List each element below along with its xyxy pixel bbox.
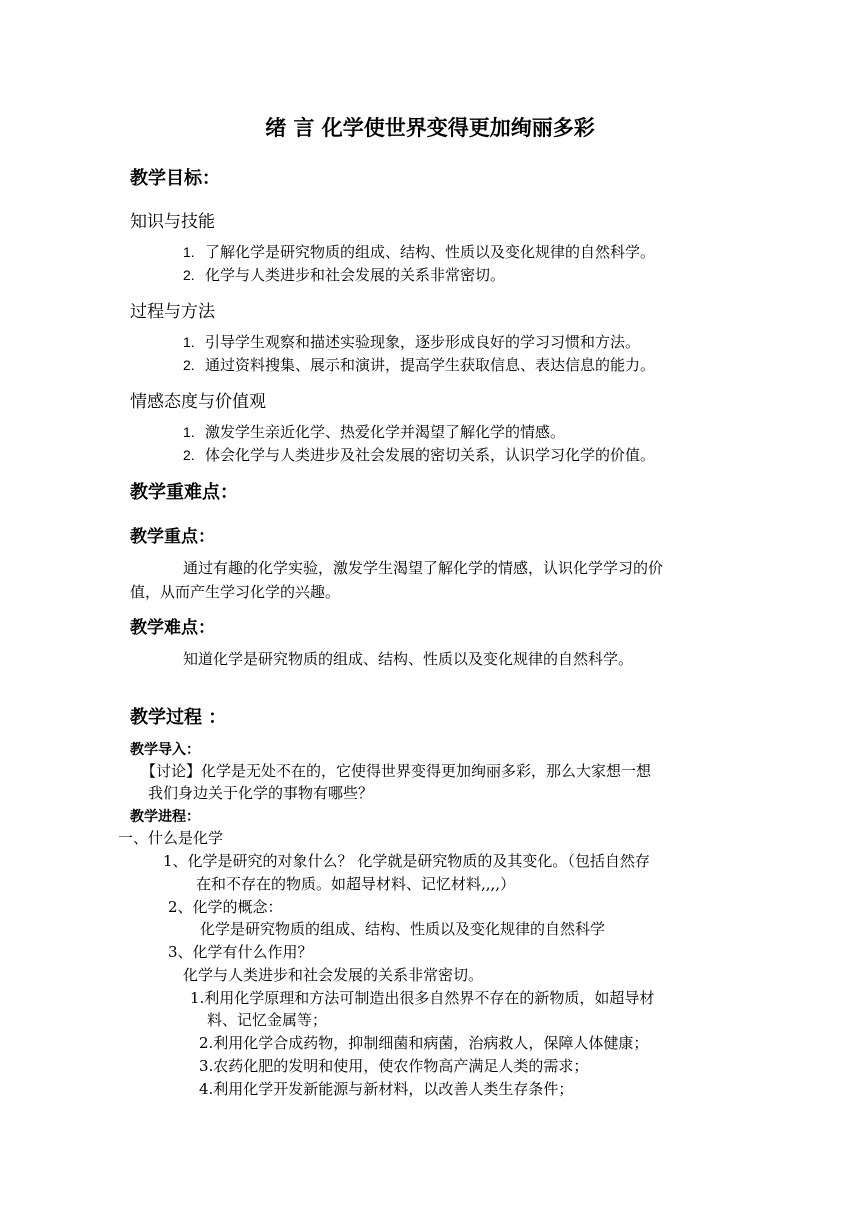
list-number: 1. [183,334,195,350]
list-text: 通过资料搜集、展示和演讲，提高学生获取信息、表达信息的能力。 [205,356,656,374]
q3-heading: 3、化学有什么作用？ [168,943,313,961]
focus-heading: 教学重点： [130,527,215,547]
process-heading: 教学过程 ： [130,707,227,728]
list-text: 体会化学与人类进步及社会发展的密切关系，认识学习化学的价值。 [205,446,656,464]
list-text: 引导学生观察和描述实验现象，逐步形成良好的学习习惯和方法。 [205,333,641,351]
use-item-2: 2.利用化学合成药物，抑制细菌和病菌，治病救人，保障人体健康； [199,1034,649,1052]
q2-heading: 2、化学的概念： [168,898,283,916]
process-methods-heading: 过程与方法 [130,302,215,322]
list-number: 2. [183,357,195,373]
list-item [183,444,655,465]
list-text: 了解化学是研究物质的组成、结构、性质以及变化规律的自然科学。 [205,243,656,261]
knowledge-skills-heading: 知识与技能 [130,212,215,232]
list-item [183,331,640,352]
list-item [183,264,505,285]
difficulty-text: 知道化学是研究物质的组成、结构、性质以及变化规律的自然科学。 [183,650,634,668]
list-item [183,354,655,375]
list-item [183,241,655,262]
difficulty-heading: 教学难点： [130,618,215,638]
list-number: 1. [183,424,195,440]
use-item-1-line2: 料、记忆金属等； [207,1011,328,1029]
use-item-3: 3.农药化肥的发明和使用，使农作物高产满足人类的需求； [199,1057,589,1075]
list-number: 2. [183,267,195,283]
q3-text: 化学与人类进步和社会发展的关系非常密切。 [183,966,484,984]
q1-line2: 在和不存在的物质。如超导材料、记忆材料,,,,） [196,875,516,893]
key-points-heading: 教学重难点： [130,482,238,503]
page-title: 绪 言 化学使世界变得更加绚丽多彩 [265,116,595,140]
list-number: 1. [183,244,195,260]
list-item [183,421,565,442]
list-text: 激发学生亲近化学、热爱化学并渴望了解化学的情感。 [205,423,566,441]
progress-heading: 教学进程： [130,809,200,825]
q1-line1: 1、化学是研究的对象什么？ 化学就是研究物质的及其变化。（包括自然存 [163,852,650,870]
focus-text-line2: 值，从而产生学习化学的兴趣。 [130,583,341,601]
use-item-1-line1: 1.利用化学原理和方法可制造出很多自然界不存在的新物质，如超导材 [190,989,655,1007]
objectives-heading: 教学目标： [130,168,220,189]
list-text: 化学与人类进步和社会发展的关系非常密切。 [205,266,506,284]
q2-text: 化学是研究物质的组成、结构、性质以及变化规律的自然科学 [200,920,606,938]
focus-text-line1: 通过有趣的化学实验，激发学生渴望了解化学的情感，认识化学学习的价 [183,559,664,577]
intro-line1: 【讨论】化学是无处不在的，它使得世界变得更加绚丽多彩，那么大家想一想 [141,762,652,780]
intro-heading: 教学导入： [130,742,200,758]
use-item-4: 4.利用化学开发新能源与新材料，以改善人类生存条件； [199,1080,574,1098]
list-number: 2. [183,447,195,463]
attitude-values-heading: 情感态度与价值观 [130,392,266,412]
part1-heading: 一、什么是化学 [118,829,224,847]
intro-line2: 我们身边关于化学的事物有哪些？ [148,784,374,802]
